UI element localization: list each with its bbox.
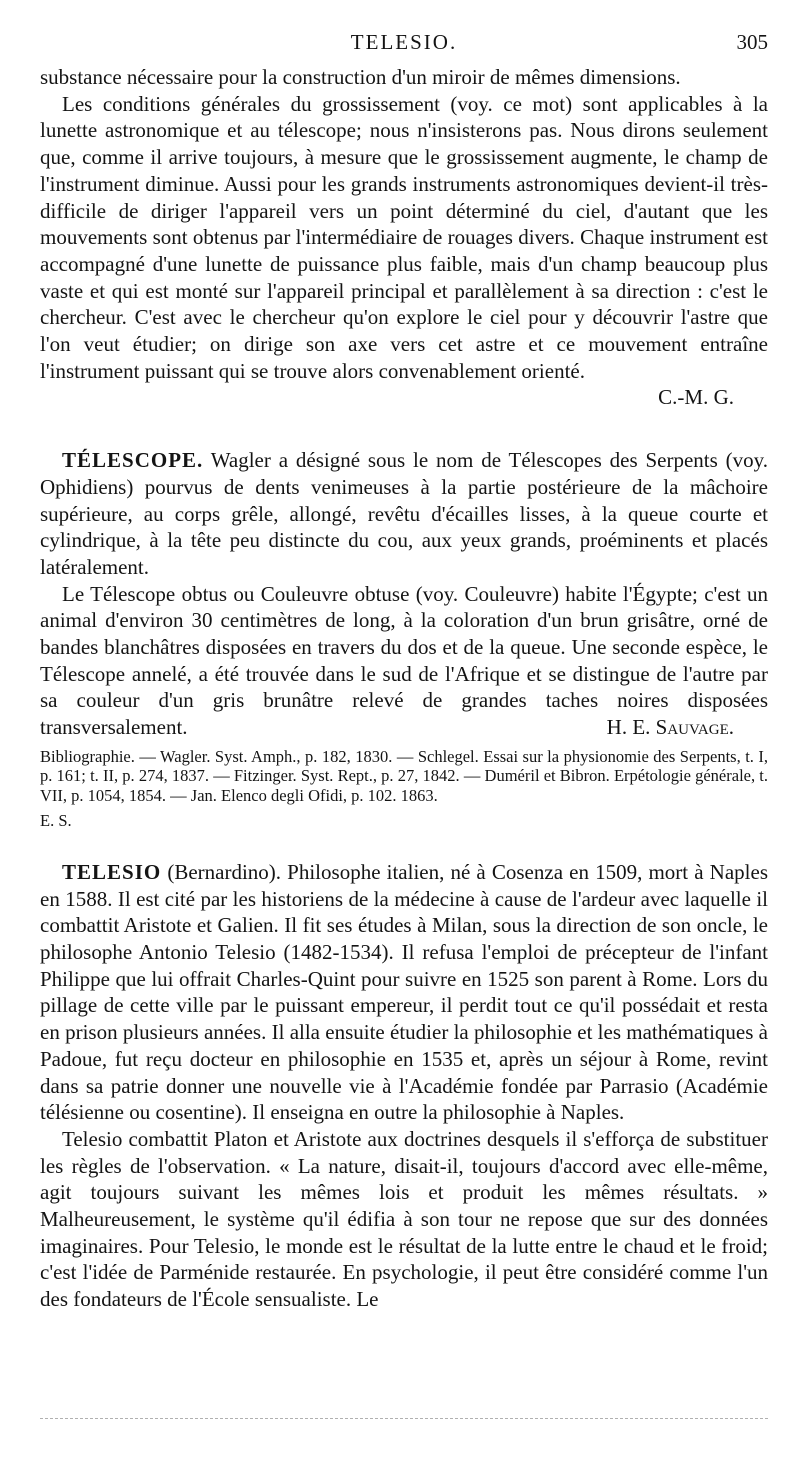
entry-paragraph bbox=[40, 447, 768, 581]
entry-headword: TELESIO bbox=[62, 859, 162, 884]
author-signature: H. E. Sauvage. bbox=[606, 715, 734, 740]
entry-paragraph bbox=[40, 859, 768, 1126]
author-signature: C.-M. G. bbox=[658, 385, 734, 410]
entry-headword: TÉLESCOPE. bbox=[62, 448, 204, 473]
entry-separator bbox=[40, 411, 768, 447]
running-title: TELESIO. bbox=[350, 30, 458, 54]
continuation-paragraph: substance nécessaire pour la construction d'un miroir de mêmes dimensions. bbox=[40, 65, 681, 89]
bibliography-signature: E. S. bbox=[40, 811, 72, 831]
article-text: Le Télescope obtus ou Couleuvre obtuse (voy. Couleuvre) habite l'Égypte; c'est un animal d'environ 30 centimètres de long, à la coloration d'un brun grisâtre, orné de bandes blanchâtres disposées en travers du dos et de la queue. Une seconde espèce, le Télescope annelé, a été trouvée dans le sud de l'Afrique et se distingue de l'autre par sa couleur d'un gris brunâtre relevé de grandes taches noires disposées transversalement. bbox=[40, 581, 768, 740]
article-paragraph bbox=[40, 581, 768, 741]
body-text bbox=[40, 64, 768, 1313]
page-number: 305 bbox=[736, 30, 768, 54]
bibliography: Bibliographie. — Wagler. Syst. Amph., p. 182, 1830. — Schlegel. Essai sur la physionomie des Serpents, t. I, p. 161; t. II, p. 274, 1837. — Fitzinger. Syst. Rept., p. 27, 1842. — Duméril et Bibron. Erpétologie générale, t. VII, p. 1054, 1854. — Jan. Elenco degli Ofidi, p. 102. 1863. bbox=[40, 746, 768, 805]
page-header bbox=[40, 30, 768, 60]
entry-text: (Bernardino). Philosophe italien, né à Cosenza en 1509, mort à Naples en 1588. Il est cité par les historiens de la médecine à cause de l'ardeur avec laquelle il combattit Aristote et Galien. Il fit ses études à Milan, sous la direction de son oncle, le philosophe Antonio Telesio (1482-1534). Il refusa l'emploi de précepteur de l'infant Philippe que lui offrait Charles-Quint pour suivre en 1525 son parent à Rome. Lors du pillage de cette ville par le puissant empereur, il perdit tout ce qu'il possédait et resta en prison plusieurs années. Il alla ensuite étudier la philosophie et les mathématiques à Padoue, fut reçu docteur en philosophie en 1535 et, après un séjour à Rome, revint dans sa patrie donner une nouvelle vie à l'Académie fondée par Parrasio (Académie télésienne ou cosentine). Il enseigna en outre la philosophie à Naples. bbox=[40, 859, 768, 1125]
entry-text: Wagler a désigné sous le nom de Télescopes des Serpents (voy. Ophidiens) pourvus de dents venimeuses à la partie postérieure de la mâchoire supérieure, au corps grêle, allongé, revêtu d'écailles lisses, à la queue courte et cylindrique, à la tête peu distincte du cou, aux yeux grands, proéminents et placés latéralement. bbox=[40, 448, 768, 579]
footer-rule bbox=[40, 1418, 768, 1419]
entry-separator bbox=[40, 831, 768, 859]
article-paragraph: Telesio combattit Platon et Aristote aux doctrines desquels il s'efforça de substituer les règles de l'observation. « La nature, disait-il, toujours d'accord avec elle-même, agit toujours suivant les mêmes lois et produit les mêmes résultats. » Malheureusement, le système qu'il édifia à son tour ne repose que sur des données imaginaires. Pour Telesio, le monde est le résultat de la lutte entre le chaud et le froid; c'est l'idée de Parménide restaurée. En psychologie, il peut être considéré comme l'un des fondateurs de l'École sensualiste. Le bbox=[40, 1126, 768, 1312]
article-paragraph: Les conditions générales du grossissement (voy. ce mot) sont applicables à la lunette astronomique et au télescope; nous n'insisterons pas. Nous dirons seulement que, comme il arrive toujours, à mesure que le grossissement augmente, le champ de l'instrument diminue. Aussi pour les grands instruments astronomiques devient-il très-difficile de diriger l'appareil vers un point déterminé du ciel, d'autant que les mouvements sont obtenus par l'intermédiaire de rouages divers. Chaque instrument est accompagné d'une lunette de puissance plus faible, mais d'un champ beaucoup plus vaste et qui est monté sur l'appareil principal et parallèlement à sa direction : c'est le chercheur. C'est avec le chercheur qu'on explore le ciel pour y découvrir l'astre que l'on veut étudier; on dirige son axe vers cet astre et ce mouvement entraîne l'instrument puissant qui se trouve alors convenablement orienté. bbox=[40, 91, 768, 383]
